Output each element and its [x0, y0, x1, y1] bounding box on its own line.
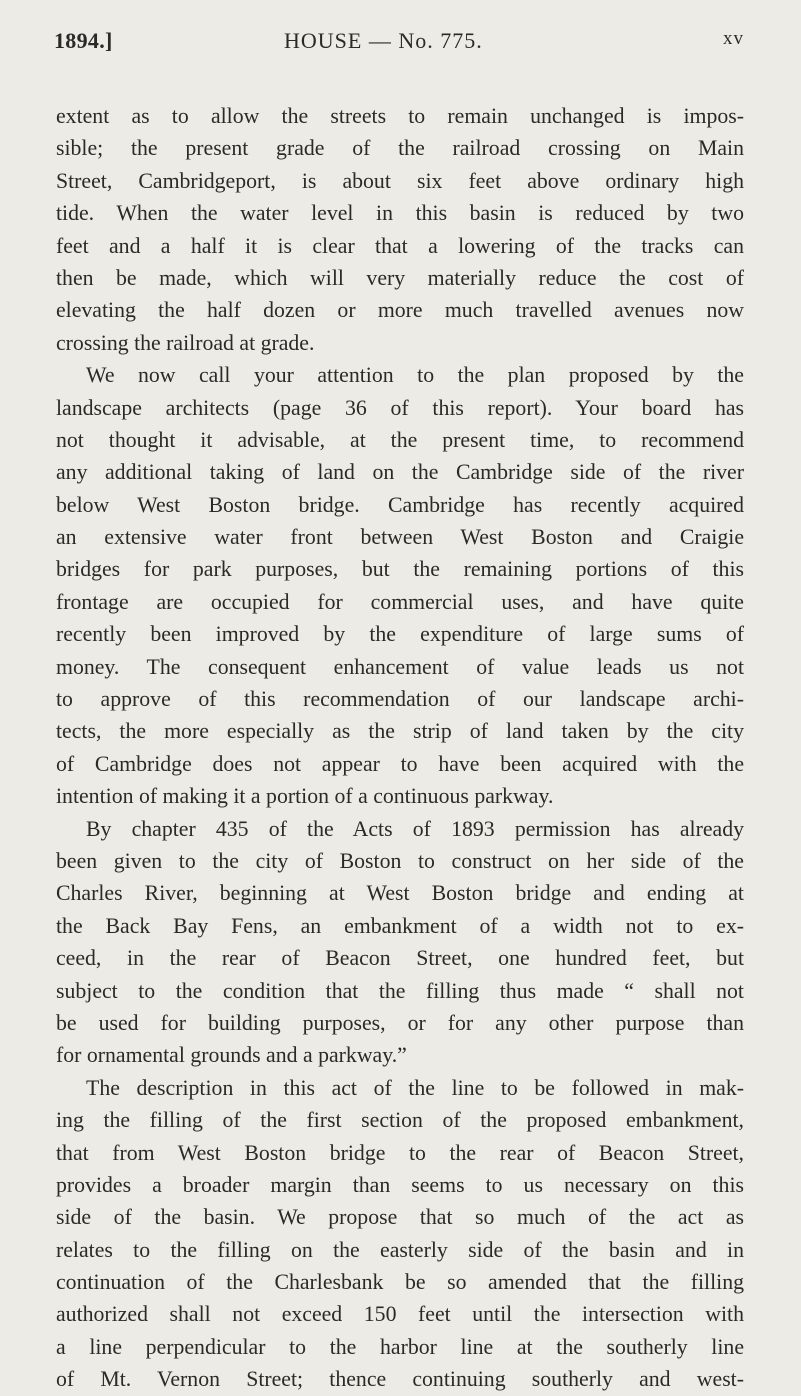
- text-line: extent as to allow the streets to remain unchanged is impos-: [56, 104, 744, 128]
- text-line: money. The consequent enhancement of value leads us not: [56, 654, 744, 679]
- text-line: sible; the present grade of the railroad crossing on Main: [56, 136, 744, 161]
- text-line: relates to the filling on the easterly side of the basin and in: [56, 1237, 744, 1262]
- text-line: crossing the railroad at grade.: [56, 330, 315, 355]
- text-line: to approve of this recommendation of our landscape archi-: [56, 687, 744, 712]
- text-line: below West Boston bridge. Cambridge has recently acquired: [56, 492, 744, 517]
- body-text: [56, 100, 744, 1396]
- text-line: not thought it advisable, at the present time, to recommend: [56, 427, 744, 452]
- text-line: then be made, which will very materially reduce the cost of: [56, 265, 744, 290]
- text-line: of Mt. Vernon Street; thence continuing southerly and west-: [56, 1367, 744, 1392]
- text-line: ing the filling of the first section of the proposed embankment,: [56, 1108, 744, 1133]
- text-line: feet and a half it is clear that a lowering of the tracks can: [56, 233, 744, 258]
- text-line: of Cambridge does not appear to have been acquired with the: [56, 751, 744, 776]
- text-line: for ornamental grounds and a parkway.”: [56, 1043, 407, 1068]
- text-line: bridges for park purposes, but the remaining portions of this: [56, 557, 744, 582]
- text-line: authorized shall not exceed 150 feet until the intersection with: [56, 1302, 744, 1327]
- text-line: tide. When the water level in this basin is reduced by two: [56, 201, 744, 226]
- text-line: tects, the more especially as the strip of land taken by the city: [56, 719, 744, 744]
- text-line: We now call your attention to the plan proposed by the: [86, 363, 744, 388]
- text-line: landscape architects (page 36 of this report). Your board has: [56, 395, 744, 420]
- header-document-number: HOUSE — No. 775.: [284, 28, 483, 53]
- text-line: any additional taking of land on the Cambridge side of the river: [56, 460, 744, 485]
- text-line: an extensive water front between West Boston and Craigie: [56, 525, 744, 550]
- text-line: provides a broader margin than seems to us necessary on this: [56, 1172, 744, 1197]
- text-line: frontage are occupied for commercial uses, and have quite: [56, 589, 744, 614]
- text-line: elevating the half dozen or more much travelled avenues now: [56, 298, 744, 323]
- text-line: recently been improved by the expenditure of large sums of: [56, 622, 744, 647]
- text-line: a line perpendicular to the harbor line at the southerly line: [56, 1334, 744, 1359]
- text-line: ceed, in the rear of Beacon Street, one hundred feet, but: [56, 946, 744, 971]
- text-line: that from West Boston bridge to the rear of Beacon Street,: [56, 1140, 744, 1165]
- text-line: Charles River, beginning at West Boston bridge and ending at: [56, 881, 744, 906]
- text-line: been given to the city of Boston to construct on her side of the: [56, 848, 744, 873]
- running-header: [54, 28, 744, 62]
- text-line: the Back Bay Fens, an embankment of a width not to ex-: [56, 913, 744, 938]
- text-line: side of the basin. We propose that so much of the act as: [56, 1205, 744, 1230]
- text-line: be used for building purposes, or for any other purpose than: [56, 1010, 744, 1035]
- text-line: By chapter 435 of the Acts of 1893 permission has already: [86, 816, 744, 841]
- text-line: continuation of the Charlesbank be so amended that the filling: [56, 1270, 744, 1295]
- text-line: intention of making it a portion of a continuous parkway.: [56, 784, 554, 809]
- text-line: The description in this act of the line to be followed in mak-: [86, 1075, 744, 1100]
- header-year: 1894.]: [54, 28, 113, 53]
- text-line: Street, Cambridgeport, is about six feet above ordinary high: [56, 168, 744, 193]
- header-page-number: xv: [723, 28, 744, 49]
- text-line: subject to the condition that the filling thus made “ shall not: [56, 978, 744, 1003]
